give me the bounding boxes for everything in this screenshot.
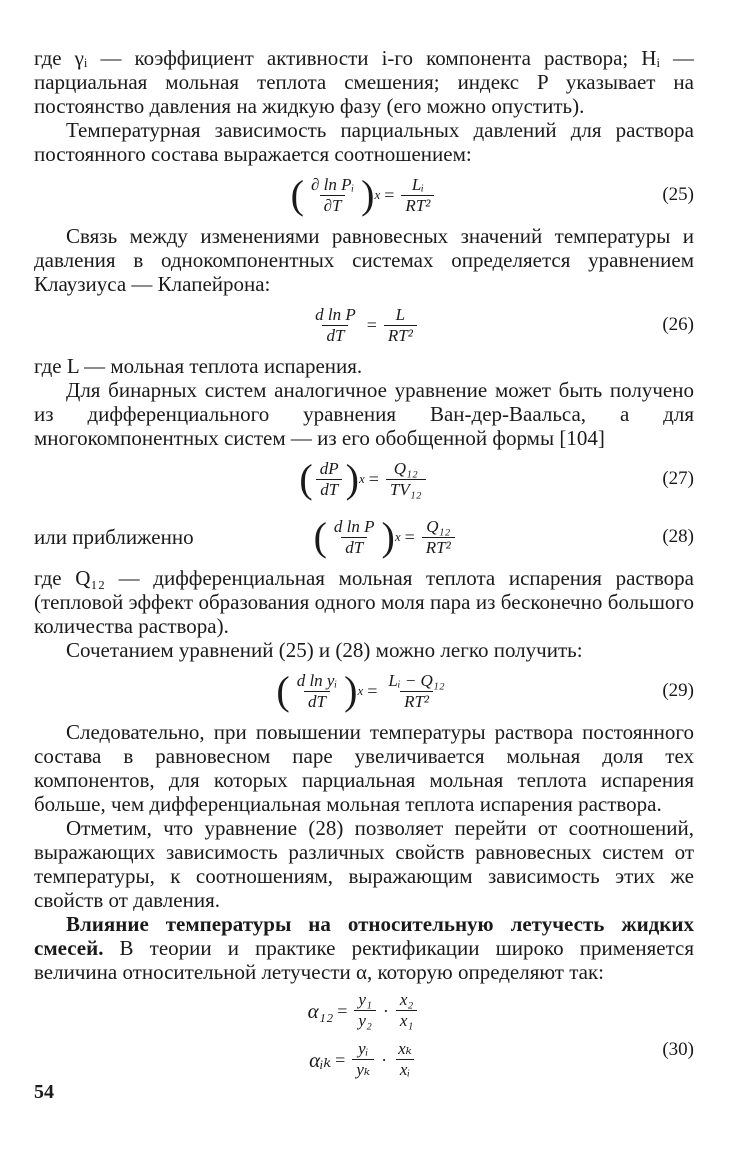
paragraph-7: где Q₁₂ — дифференциальная мольная теплота испарения раствора (тепловой эффект образования одного моля пара из бесконечно большого количества раствора). xyxy=(34,566,694,638)
equation-number: (30) xyxy=(662,1039,694,1060)
paragraph-11-text: В теории и практике ректификации широко применяется величина относительной летучести α, которую определяют так: xyxy=(34,936,694,984)
paragraph-5: Для бинарных систем аналогичное уравнение может быть получено из дифференциального уравнения Ван-дер-Ваальса, а для многокомпонентных систем — из его обобщенной формы [104] xyxy=(34,378,694,450)
equation-30-lines xyxy=(34,990,694,1080)
equation-30-line-1 xyxy=(308,990,421,1031)
paren-close: ) xyxy=(345,456,359,501)
lhs-denominator: ∂T xyxy=(320,195,346,216)
paren-open: ( xyxy=(313,514,327,559)
numerator: xₖ xyxy=(398,1039,412,1058)
page-number: 54 xyxy=(34,1081,54,1103)
numerator: y₁ xyxy=(358,990,372,1009)
numerator: yᵢ xyxy=(358,1039,369,1058)
fraction-rhs xyxy=(384,305,417,346)
paragraph-9: Следовательно, при повышении температуры раствора постоянного состава в равновесном паре увеличивается мольная доля тех компонентов, для которых парциальная мольная теплота испарения больше, чем дифференциальная мольная теплота испарения раствора. xyxy=(34,720,694,816)
paragraph-1: где γᵢ — коэффициент активности i-го компонента раствора; Hᵢ — парциальная мольная теплота смешения; индекс P указывает на постоянство давления на жидкую фазу (его можно опустить). xyxy=(34,46,694,118)
lhs-numerator: d ln yᵢ xyxy=(296,670,338,690)
rhs-numerator: Q₁₂ xyxy=(426,516,451,536)
rhs-numerator: Lᵢ xyxy=(411,174,424,194)
lhs: α₁₂ xyxy=(307,998,334,1023)
lhs: αᵢₖ xyxy=(309,1047,332,1072)
equation-28 xyxy=(34,508,694,566)
rhs-denominator: RT² xyxy=(422,537,455,558)
dot-operator: · xyxy=(382,1000,389,1021)
denominator: yₖ xyxy=(352,1059,374,1080)
fraction-lhs xyxy=(311,305,360,346)
equals-sign: = xyxy=(337,1000,348,1021)
lhs-denominator: dT xyxy=(341,537,367,558)
denominator: x₁ xyxy=(396,1010,417,1031)
lhs-denominator: dT xyxy=(304,691,330,712)
section-heading: Влияние температуры на относительную летучесть жидких смесей. xyxy=(34,912,694,960)
equation-30-line-2 xyxy=(309,1039,419,1080)
equation-29 xyxy=(34,662,694,720)
subscript: x xyxy=(374,187,381,202)
rhs-numerator: Q₁₂ xyxy=(393,458,418,478)
equation-number: (28) xyxy=(662,526,694,547)
fraction-rhs xyxy=(401,175,434,216)
paragraph-4: где L — мольная теплота испарения. xyxy=(34,354,363,378)
fraction-lhs xyxy=(293,671,341,712)
equals-sign: = xyxy=(367,681,378,701)
fraction-2 xyxy=(394,1039,416,1080)
numerator: x₂ xyxy=(399,990,414,1009)
lhs-denominator: dT xyxy=(322,325,348,346)
rhs-denominator: TV₁₂ xyxy=(386,479,426,500)
fraction-lhs xyxy=(307,175,358,216)
equation-number: (29) xyxy=(662,680,694,701)
fraction-rhs xyxy=(384,671,448,712)
equals-sign: = xyxy=(384,185,395,205)
lhs-numerator: dP xyxy=(319,458,339,478)
paren-close: ) xyxy=(381,514,395,559)
paragraph-10: Отметим, что уравнение (28) позволяет перейти от соотношений, выражающих зависимость различных свойств равновесных систем от температуры, к соотношениям, выражающим зависимость этих же свойств от давления. xyxy=(34,816,694,912)
lhs-denominator: dT xyxy=(316,479,342,500)
equation-30 xyxy=(34,990,694,1110)
fraction-lhs xyxy=(316,459,343,500)
fraction-1 xyxy=(352,1039,374,1080)
paragraph-8: Сочетанием уравнений (25) и (28) можно легко получить: xyxy=(66,638,583,662)
fraction-2 xyxy=(396,990,417,1031)
equation-25 xyxy=(34,166,694,224)
paren-close: ) xyxy=(361,172,375,217)
fraction-rhs xyxy=(386,459,426,500)
denominator: xᵢ xyxy=(396,1059,414,1080)
fraction-rhs xyxy=(422,517,455,558)
paren-open: ( xyxy=(276,668,290,713)
equation-number: (26) xyxy=(662,314,694,335)
subscript: x xyxy=(357,683,364,698)
rhs-numerator: L xyxy=(395,304,406,324)
rhs-denominator: RT² xyxy=(400,691,433,712)
equals-sign: = xyxy=(404,527,415,547)
paren-open: ( xyxy=(299,456,313,501)
subscript: x xyxy=(358,471,365,486)
lhs-numerator: d ln P xyxy=(333,516,375,536)
equals-sign: = xyxy=(366,315,377,335)
lead-text: или приближенно xyxy=(34,525,194,549)
equals-sign: = xyxy=(368,469,379,489)
subscript: x xyxy=(394,529,401,544)
fraction-1 xyxy=(354,990,375,1031)
paren-close: ) xyxy=(344,668,358,713)
paragraph-3: Связь между изменениями равновесных значений температуры и давления в однокомпонентных системах определяется уравнением Клаузиуса — Клапейрона: xyxy=(34,224,694,296)
rhs-denominator: RT² xyxy=(384,325,417,346)
denominator: y₂ xyxy=(354,1010,375,1031)
equation-number: (25) xyxy=(662,184,694,205)
paragraph-11 xyxy=(34,912,694,984)
lhs-numerator: ∂ ln Pᵢ xyxy=(310,174,355,194)
rhs-denominator: RT² xyxy=(401,195,434,216)
equals-sign: = xyxy=(335,1049,346,1070)
equation-number: (27) xyxy=(662,468,694,489)
rhs-numerator: Lᵢ − Q₁₂ xyxy=(388,670,445,690)
lhs-numerator: d ln P xyxy=(315,304,356,324)
paragraph-2: Температурная зависимость парциальных давлений для раствора постоянного состава выражается соотношением: xyxy=(34,118,694,166)
paren-open: ( xyxy=(290,172,304,217)
dot-operator: · xyxy=(381,1049,388,1070)
page-body xyxy=(34,46,694,1110)
fraction-lhs xyxy=(330,517,379,558)
equation-26 xyxy=(34,296,694,354)
equation-27 xyxy=(34,450,694,508)
